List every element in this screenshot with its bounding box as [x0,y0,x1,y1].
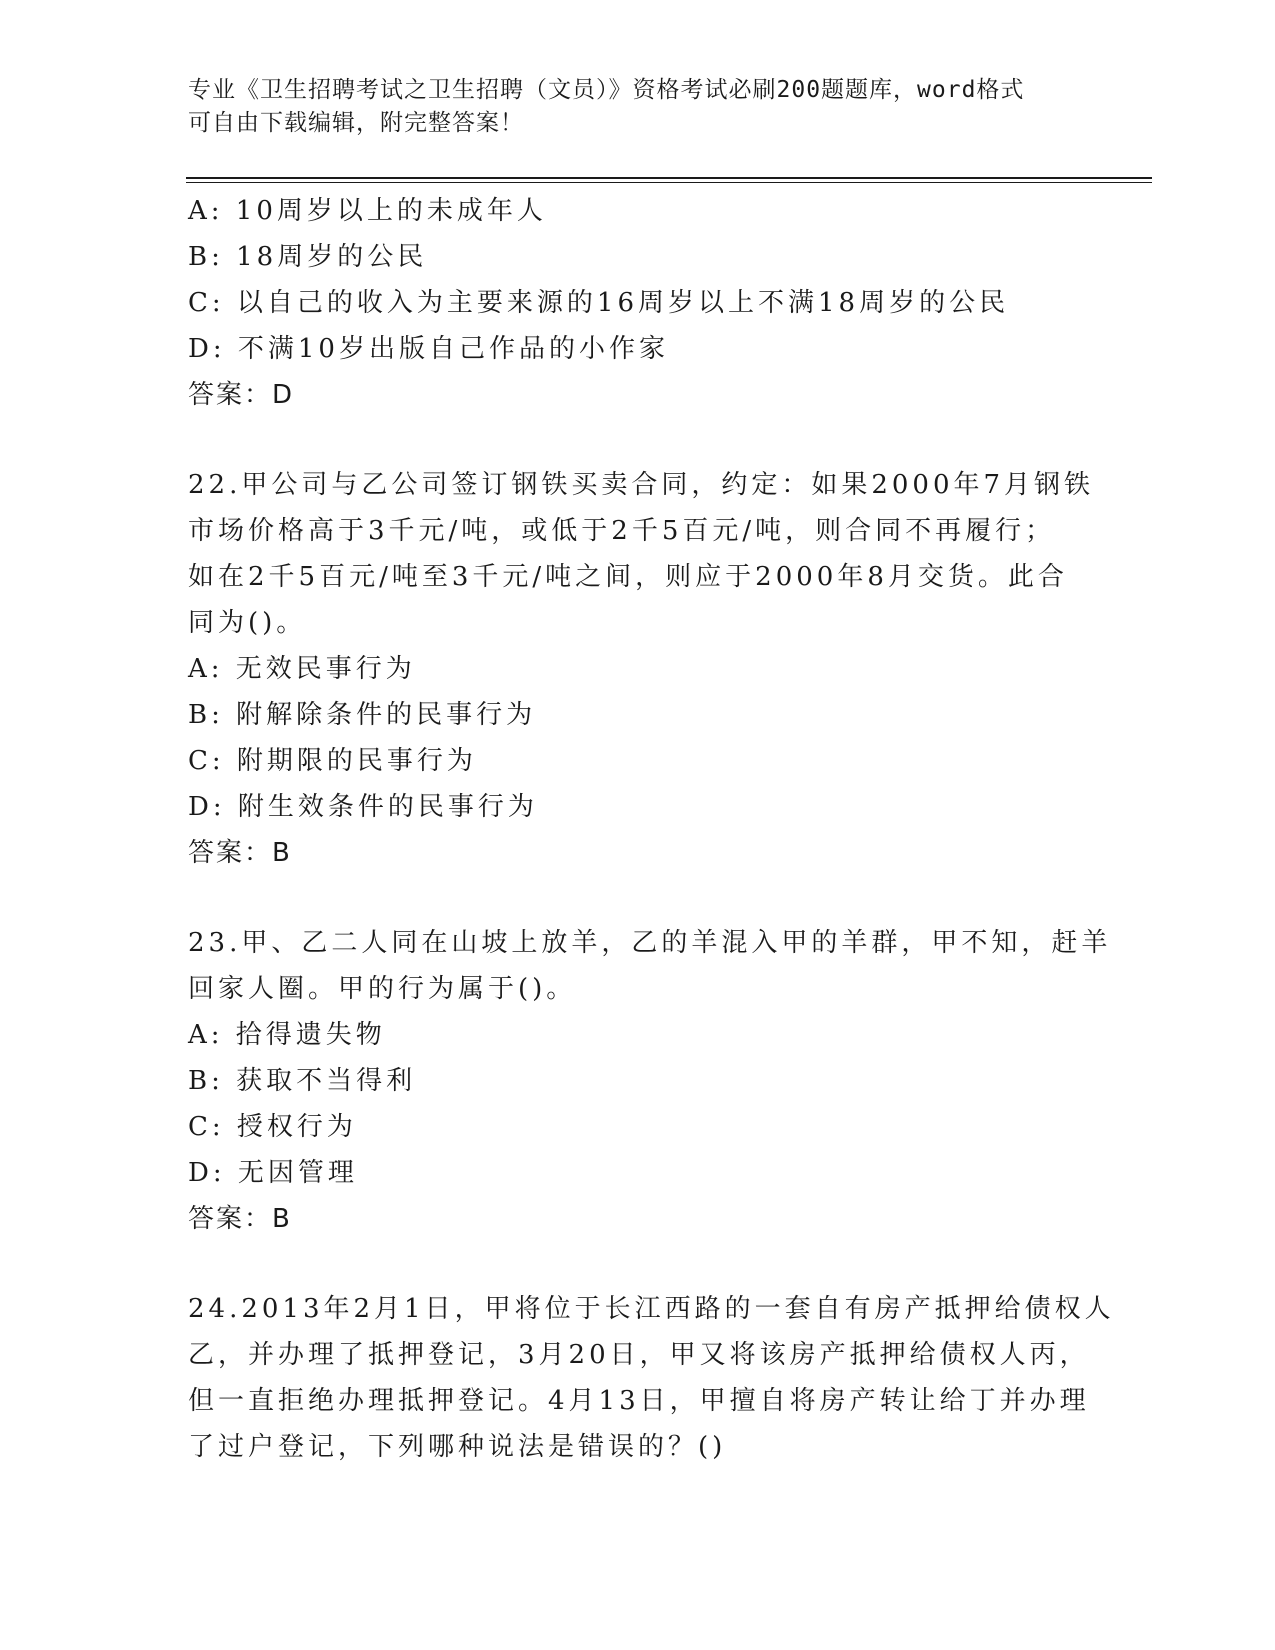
answer-line: 答案：B [188,838,292,868]
question-spacer [188,1242,1088,1286]
option-b: B: 获取不当得利 [188,1066,417,1096]
question-21 [188,188,1088,418]
question-stem-line: 22.甲公司与乙公司签订钢铁买卖合同，约定：如果2000年7月钢铁 [188,470,1095,500]
header-divider-thick [186,177,1152,179]
question-stem-line: 24.2013年2月1日，甲将位于长江西路的一套自有房产抵押给债权人 [188,1294,1115,1324]
option-a: A: 无效民事行为 [188,654,416,684]
option-d: D: 不满10岁出版自己作品的小作家 [188,334,669,364]
question-24 [188,1286,1115,1470]
question-stem-line: 乙，并办理了抵押登记，3月20日，甲又将该房产抵押给债权人丙， [188,1340,1090,1370]
option-b: B: 附解除条件的民事行为 [188,700,537,730]
document-header [188,74,1068,140]
header-line-2: 可自由下载编辑，附完整答案！ [188,110,524,136]
option-b: B: 18周岁的公民 [188,242,428,272]
option-c: C: 附期限的民事行为 [188,746,477,776]
question-22 [188,462,1095,876]
option-a: A: 拾得遗失物 [188,1020,386,1050]
header-line-1: 专业《卫生招聘考试之卫生招聘（文员）》资格考试必刷200题题库，word格式 [188,77,1025,103]
question-23 [188,920,1112,1242]
question-content [188,188,1115,1470]
question-stem-line: 回家人圈。甲的行为属于()。 [188,974,577,1004]
answer-line: 答案：D [188,380,295,410]
question-stem-line: 如在2千5百元/吨至3千元/吨之间，则应于2000年8月交货。此合 [188,562,1068,592]
header-divider-thin [186,182,1152,183]
question-spacer [188,876,1088,920]
option-d: D: 附生效条件的民事行为 [188,792,538,822]
question-stem-line: 市场价格高于3千元/吨，或低于2千5百元/吨，则合同不再履行； [188,516,1056,546]
question-stem-line: 23.甲、乙二人同在山坡上放羊，乙的羊混入甲的羊群，甲不知，赶羊 [188,928,1112,958]
answer-line: 答案：B [188,1204,292,1234]
option-a: A: 10周岁以上的未成年人 [188,196,547,226]
question-stem-line: 同为()。 [188,608,307,638]
option-d: D: 无因管理 [188,1158,358,1188]
question-stem-line: 但一直拒绝办理抵押登记。4月13日，甲擅自将房产转让给丁并办理 [188,1386,1090,1416]
option-c: C: 以自己的收入为主要来源的16周岁以上不满18周岁的公民 [188,288,1010,318]
question-spacer [188,418,1088,462]
question-stem-line: 了过户登记，下列哪种说法是错误的？() [188,1432,727,1462]
option-c: C: 授权行为 [188,1112,357,1142]
